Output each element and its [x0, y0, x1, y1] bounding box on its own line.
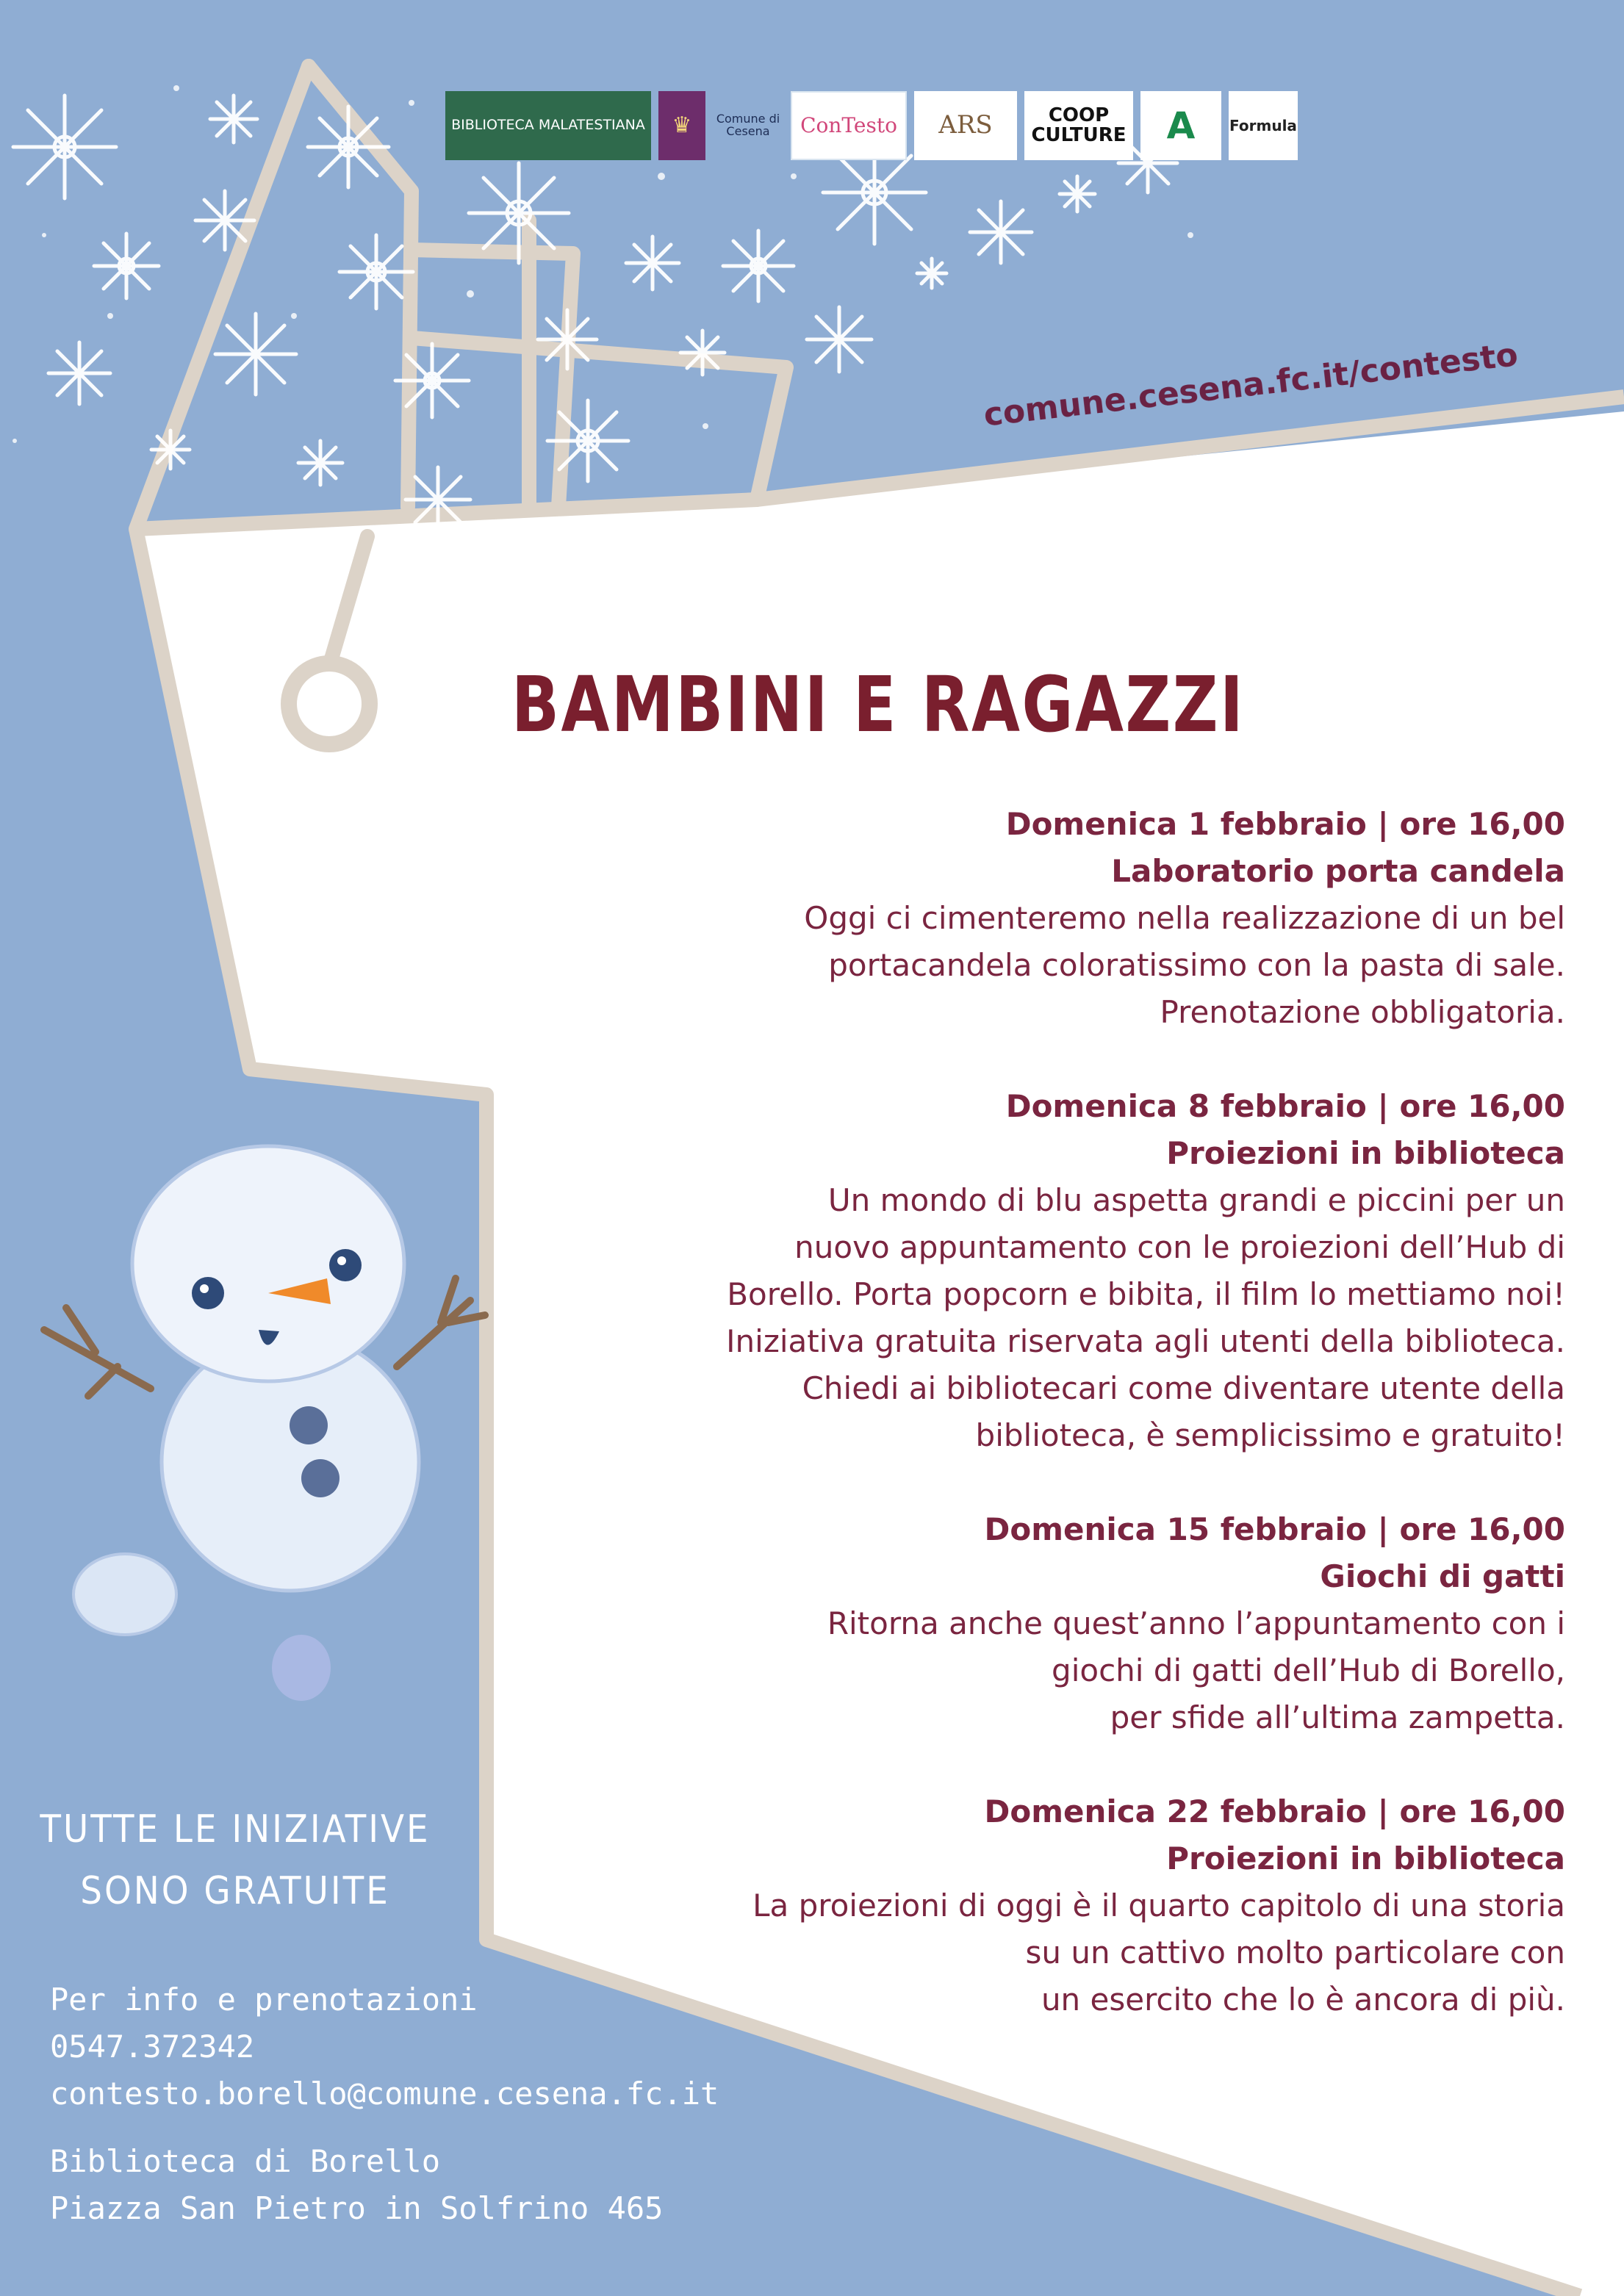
description-line: su un cattivo molto particolare con — [1025, 1935, 1565, 1971]
partner-logos — [445, 91, 1298, 160]
page-title: BAMBINI E RAGAZZI — [511, 660, 1246, 749]
event-name: Laboratorio porta candela — [1111, 853, 1565, 889]
description-line: Oggi ci cimenteremo nella realizzazione di un bel — [804, 900, 1565, 936]
coop-culture-logo: COOP CULTURE — [1024, 91, 1133, 160]
free-note-line: TUTTE LE INIZIATIVE — [40, 1807, 431, 1851]
comune-di-cesena-logo: Comune di Cesena — [716, 112, 780, 138]
description-line: Iniziativa gratuita riservata agli utenti della biblioteca. — [726, 1323, 1565, 1359]
contact-heading: Per info e prenotazioni — [50, 1982, 478, 2018]
spacer — [50, 2117, 719, 2138]
description-line: Prenotazione obbligatoria. — [1160, 994, 1565, 1030]
description-line: un esercito che lo è ancora di più. — [1041, 1982, 1565, 2018]
event-item — [581, 1083, 1565, 1459]
event-item — [581, 1788, 1565, 2023]
description-line: per sfide all’ultima zampetta. — [1110, 1699, 1565, 1735]
crest-icon: ♛ — [658, 91, 705, 160]
description-line: Borello. Porta popcorn e bibita, il film lo mettiamo noi! — [727, 1276, 1565, 1312]
contact-phone[interactable]: 0547.372342 — [50, 2029, 255, 2065]
contact-email[interactable]: contesto.borello@comune.cesena.fc.it — [50, 2076, 719, 2112]
description-line: biblioteca, è semplicissimo e gratuito! — [975, 1417, 1565, 1453]
free-note-line: SONO GRATUITE — [80, 1869, 390, 1913]
contact-info — [50, 1976, 719, 2232]
description-line: giochi di gatti dell’Hub di Borello, — [1052, 1652, 1565, 1688]
formula-servizi-logo: Formula — [1229, 91, 1298, 160]
description-line: Chiedi ai bibliotecari come diventare utente della — [802, 1370, 1565, 1406]
event-item — [581, 801, 1565, 1036]
event-name: Giochi di gatti — [1320, 1558, 1565, 1594]
event-description — [581, 895, 1565, 1036]
contesto-logo: ConTesto — [791, 91, 907, 160]
events-list — [581, 801, 1565, 2070]
description-line: nuovo appuntamento con le proiezioni dell’Hub di — [794, 1229, 1565, 1265]
description-line: La proiezioni di oggi è il quarto capitolo di una storia — [752, 1887, 1565, 1923]
event-description — [581, 1882, 1565, 2023]
snowman-illustration — [44, 1146, 485, 1701]
free-events-note — [22, 1799, 448, 1922]
event-date: Domenica 1 febbraio | ore 16,00 — [1005, 806, 1565, 842]
description-line: portacandela coloratissimo con la pasta di sale. — [828, 947, 1565, 983]
event-date: Domenica 22 febbraio | ore 16,00 — [984, 1793, 1565, 1829]
event-date: Domenica 8 febbraio | ore 16,00 — [1005, 1088, 1565, 1124]
library-name: Biblioteca di Borello — [50, 2143, 441, 2179]
event-name: Proiezioni in biblioteca — [1166, 1840, 1565, 1876]
event-date: Domenica 15 febbraio | ore 16,00 — [984, 1511, 1565, 1547]
atlantide-logo: A — [1140, 91, 1221, 160]
event-description — [581, 1600, 1565, 1741]
description-line: Un mondo di blu aspetta grandi e piccini per un — [827, 1182, 1565, 1218]
event-description — [581, 1177, 1565, 1459]
biblioteca-malatestiana-logo: BIBLIOTECA MALATESTIANA — [445, 91, 651, 160]
website-url[interactable]: comune.cesena.fc.it/contesto — [982, 336, 1520, 434]
ars-logo: ARS — [914, 91, 1017, 160]
description-line: Ritorna anche quest’anno l’appuntamento con i — [827, 1605, 1565, 1641]
library-address: Piazza San Pietro in Solfrino 465 — [50, 2190, 664, 2226]
event-name: Proiezioni in biblioteca — [1166, 1135, 1565, 1171]
event-item — [581, 1506, 1565, 1741]
